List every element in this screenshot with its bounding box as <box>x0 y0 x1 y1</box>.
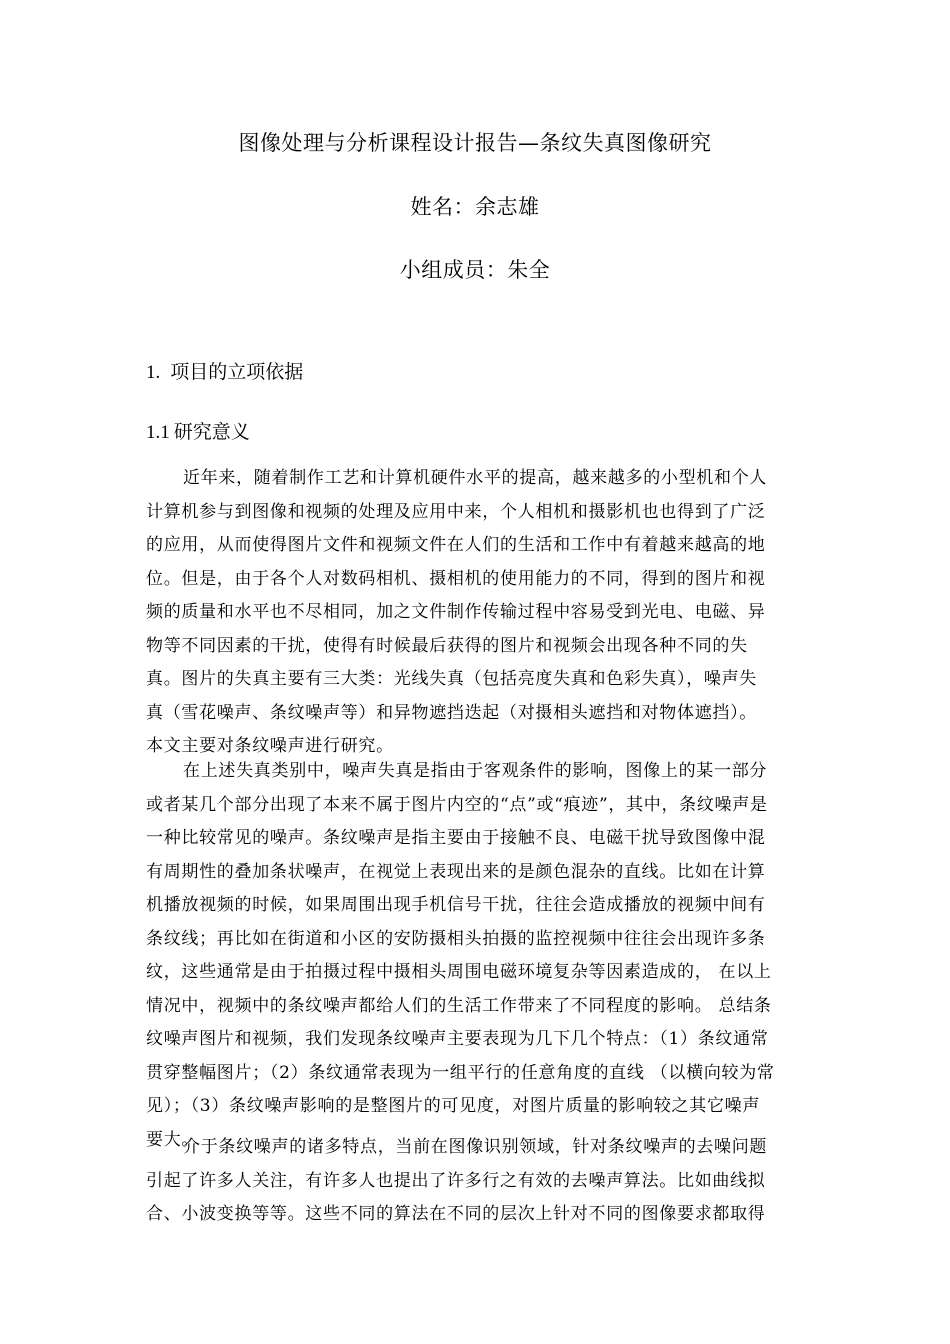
paragraph-line: 位。但是，由于各个人对数码相机、摄相机的使用能力的不同，得到的图片和视 <box>146 568 766 589</box>
paragraph-line: 近年来，随着制作工艺和计算机硬件水平的提高，越来越多的小型机和个人 <box>183 468 768 488</box>
document-title: 图像处理与分析课程设计报告—条纹失真图像研究 <box>238 131 712 155</box>
paragraph-line: 或者某几个部分出现了本来不属于图片内空的“点”或“痕迹”，其中，条纹噪声是 <box>146 794 768 815</box>
section-number: 1. <box>146 362 161 383</box>
paragraph-line: 贯穿整幅图片；（2）条纹通常表现为一组平行的任意角度的直线 （以横向较为常 <box>146 1062 775 1083</box>
paragraph-line: 在上述失真类别中，噪声失真是指由于客观条件的影响，图像上的某一部分 <box>183 761 768 781</box>
paragraph-1 <box>146 462 806 764</box>
paragraph-line: 介于条纹噪声的诸多特点，当前在图像识别领域，针对条纹噪声的去噪问题 <box>183 1137 768 1157</box>
paragraph-line: 条纹线；再比如在街道和小区的安防摄相头拍摄的监控视频中往往会出现许多条 <box>146 928 766 949</box>
paragraph-3 <box>146 1131 806 1232</box>
paragraph-line: 真。图片的失真主要有三大类：光线失真（包括亮度失真和色彩失真），噪声失 <box>146 669 757 689</box>
paragraph-line: 有周期性的叠加条状噪声，在视觉上表现出来的是颜色混杂的直线。比如在计算 <box>146 861 766 882</box>
paragraph-line: 物等不同因素的干扰，使得有时候最后获得的图片和视频会出现各种不同的失 <box>146 635 748 656</box>
paragraph-line: 见）；（3）条纹噪声影响的是整图片的可见度，对图片质量的影响较之其它噪声 <box>146 1096 761 1116</box>
paragraph-line: 机播放视频的时候，如果周围出现手机信号干扰，往往会造成播放的视频中间有 <box>146 895 766 915</box>
paragraph-line: 纹，这些通常是由于拍摄过程中摄相头周围电磁环境复杂等因素造成的， 在以上 <box>146 962 772 982</box>
paragraph-line: 频的质量和水平也不尽相同，加之文件制作传输过程中容易受到光电、电磁、异 <box>146 602 766 622</box>
author-name: 姓名：余志雄 <box>410 195 540 219</box>
section-heading-1 <box>146 357 303 384</box>
paragraph-line: 合、小波变换等等。这些不同的算法在不同的层次上针对不同的图像要求都取得 <box>146 1204 766 1224</box>
paragraph-line: 真（雪花噪声、条纹噪声等）和异物遮挡迭起（对摄相头遮挡和对物体遮挡）。 <box>146 702 757 723</box>
section-title: 项目的立项依据 <box>170 361 304 383</box>
paragraph-line: 情况中，视频中的条纹噪声都给人们的生活工作带来了不同程度的影响。 总结条 <box>146 995 772 1016</box>
subsection-title: 研究意义 <box>173 421 250 443</box>
paragraph-line: 引起了许多人关注，有许多人也提出了许多行之有效的去噪声算法。比如曲线拟 <box>146 1170 766 1191</box>
paragraph-2 <box>146 755 806 1157</box>
paragraph-line: 纹噪声图片和视频，我们发现条纹噪声主要表现为几下几个特点：（1）条纹通常 <box>146 1029 769 1049</box>
group-members: 小组成员：朱全 <box>399 258 551 282</box>
subsection-number: 1.1 <box>146 422 170 443</box>
paragraph-line: 本文主要对条纹噪声进行研究。 <box>146 736 394 756</box>
paragraph-line: 要大。 <box>146 1129 200 1150</box>
paragraph-line: 计算机参与到图像和视频的处理及应用中来，个人相机和摄影机也也得到了广泛 <box>146 501 766 522</box>
subsection-heading-1-1 <box>146 417 250 444</box>
paragraph-line: 一种比较常见的噪声。条纹噪声是指主要由于接触不良、电磁干扰导致图像中混 <box>146 828 766 848</box>
paragraph-line: 的应用，从而使得图片文件和视频文件在人们的生活和工作中有着越来越高的地 <box>146 535 766 555</box>
